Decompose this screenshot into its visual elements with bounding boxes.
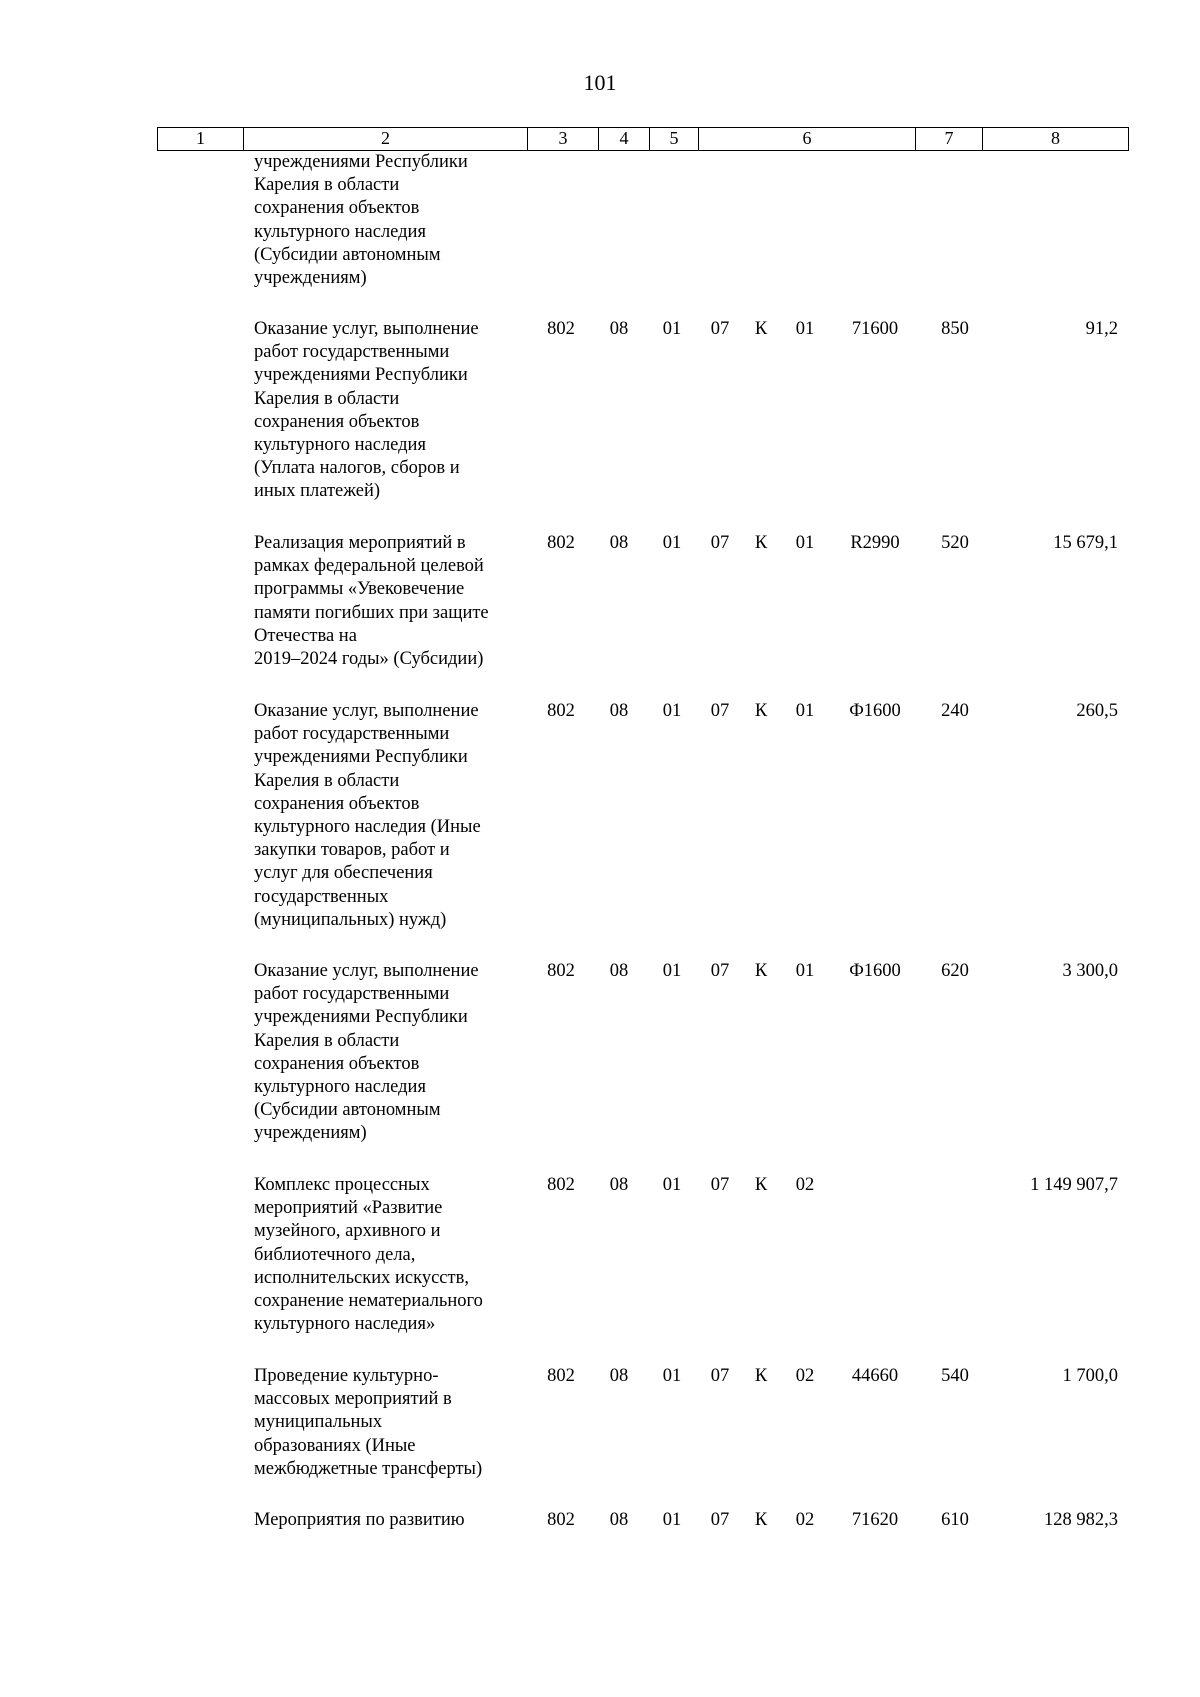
cell-col-6d: 71620 xyxy=(851,1510,899,1530)
cell-col-8: 1 149 907,7 xyxy=(1030,1175,1118,1195)
row-description: Мероприятия по развитию xyxy=(254,1510,465,1530)
cell-col-6c: 02 xyxy=(795,1510,815,1530)
cell-col-6b: К xyxy=(754,533,768,553)
cell-col-6c: 01 xyxy=(795,319,815,339)
cell-col-6a: 07 xyxy=(710,319,730,339)
cell-col-4: 08 xyxy=(609,1366,629,1386)
row-description: Оказание услуг, выполнение работ государственными учреждениями Республики Карелия в области сохранения объектов культурного наследия (Иные закупки товаров, работ и услуг для обеспечения государственных (муниципальных) нужд) xyxy=(254,701,481,930)
page-number: 101 xyxy=(583,70,617,95)
header-col-5: 5 xyxy=(649,128,698,150)
cell-col-3: 802 xyxy=(547,1366,575,1386)
cell-col-6c: 01 xyxy=(795,533,815,553)
cell-col-8: 15 679,1 xyxy=(1053,533,1118,553)
cell-col-5: 01 xyxy=(662,533,682,553)
cell-col-7: 520 xyxy=(941,533,969,553)
cell-col-3: 802 xyxy=(547,701,575,721)
cell-col-7: 850 xyxy=(941,319,969,339)
cell-col-6c: 01 xyxy=(795,701,815,721)
cell-col-5: 01 xyxy=(662,701,682,721)
cell-col-7: 610 xyxy=(941,1510,969,1530)
header-col-7: 7 xyxy=(915,128,982,150)
cell-col-5: 01 xyxy=(662,1510,682,1530)
cell-col-3: 802 xyxy=(547,533,575,553)
cell-col-6a: 07 xyxy=(710,701,730,721)
cell-col-4: 08 xyxy=(609,1175,629,1195)
cell-col-6a: 07 xyxy=(710,1510,730,1530)
cell-col-6d: R2990 xyxy=(850,533,900,553)
table-header xyxy=(157,127,1129,151)
cell-col-4: 08 xyxy=(609,701,629,721)
cell-col-8: 260,5 xyxy=(1076,701,1118,721)
header-col-6: 6 xyxy=(698,128,915,150)
header-col-2: 2 xyxy=(243,128,527,150)
cell-col-8: 1 700,0 xyxy=(1062,1366,1118,1386)
cell-col-6b: К xyxy=(754,1366,768,1386)
cell-col-6b: К xyxy=(754,1510,768,1530)
header-col-3: 3 xyxy=(527,128,598,150)
cell-col-5: 01 xyxy=(662,1175,682,1195)
row-description: Оказание услуг, выполнение работ государственными учреждениями Республики Карелия в области сохранения объектов культурного наследия (Уплата налогов, сборов и иных платежей) xyxy=(254,319,479,502)
cell-col-8: 128 982,3 xyxy=(1044,1510,1118,1530)
cell-col-7: 620 xyxy=(941,961,969,981)
cell-col-6a: 07 xyxy=(710,1175,730,1195)
cell-col-7: 240 xyxy=(941,701,969,721)
row-description: Комплекс процессных мероприятий «Развитие музейного, архивного и библиотечного дела, исполнительских искусств, сохранение нематериального культурного наследия» xyxy=(254,1175,483,1335)
cell-col-6b: К xyxy=(754,1175,768,1195)
cell-col-6b: К xyxy=(754,319,768,339)
header-col-4: 4 xyxy=(598,128,649,150)
cell-col-6a: 07 xyxy=(710,1366,730,1386)
cell-col-4: 08 xyxy=(609,319,629,339)
cell-col-6d: Ф1600 xyxy=(849,961,901,981)
cell-col-6b: К xyxy=(754,701,768,721)
cell-col-3: 802 xyxy=(547,1510,575,1530)
cell-col-4: 08 xyxy=(609,1510,629,1530)
cell-col-3: 802 xyxy=(547,319,575,339)
cell-col-6d: 44660 xyxy=(851,1366,899,1386)
cell-col-6c: 02 xyxy=(795,1175,815,1195)
cell-col-6a: 07 xyxy=(710,961,730,981)
cell-col-6a: 07 xyxy=(710,533,730,553)
cell-col-8: 3 300,0 xyxy=(1062,961,1118,981)
cell-col-5: 01 xyxy=(662,1366,682,1386)
cell-col-4: 08 xyxy=(609,961,629,981)
header-col-8: 8 xyxy=(982,128,1128,150)
cell-col-6d: 71600 xyxy=(851,319,899,339)
row-description: Оказание услуг, выполнение работ государственными учреждениями Республики Карелия в области сохранения объектов культурного наследия (Субсидии автономным учреждениям) xyxy=(254,961,479,1144)
cell-col-6c: 02 xyxy=(795,1366,815,1386)
cell-col-6d: Ф1600 xyxy=(849,701,901,721)
row-description: Проведение культурно- массовых мероприятий в муниципальных образованиях (Иные межбюджетные трансферты) xyxy=(254,1366,483,1479)
cell-col-7: 540 xyxy=(941,1366,969,1386)
cell-col-6b: К xyxy=(754,961,768,981)
cell-col-5: 01 xyxy=(662,961,682,981)
cell-col-4: 08 xyxy=(609,533,629,553)
row-description: учреждениями Республики Карелия в области сохранения объектов культурного наследия (Субсидии автономным учреждениям) xyxy=(254,152,468,289)
cell-col-3: 802 xyxy=(547,1175,575,1195)
cell-col-5: 01 xyxy=(662,319,682,339)
cell-col-8: 91,2 xyxy=(1085,319,1118,339)
header-col-1: 1 xyxy=(196,128,205,148)
cell-col-6c: 01 xyxy=(795,961,815,981)
cell-col-3: 802 xyxy=(547,961,575,981)
row-description: Реализация мероприятий в рамках федеральной целевой программы «Увековечение памяти погибших при защите Отечества на 2019–2024 годы» (Субсидии) xyxy=(254,533,489,670)
